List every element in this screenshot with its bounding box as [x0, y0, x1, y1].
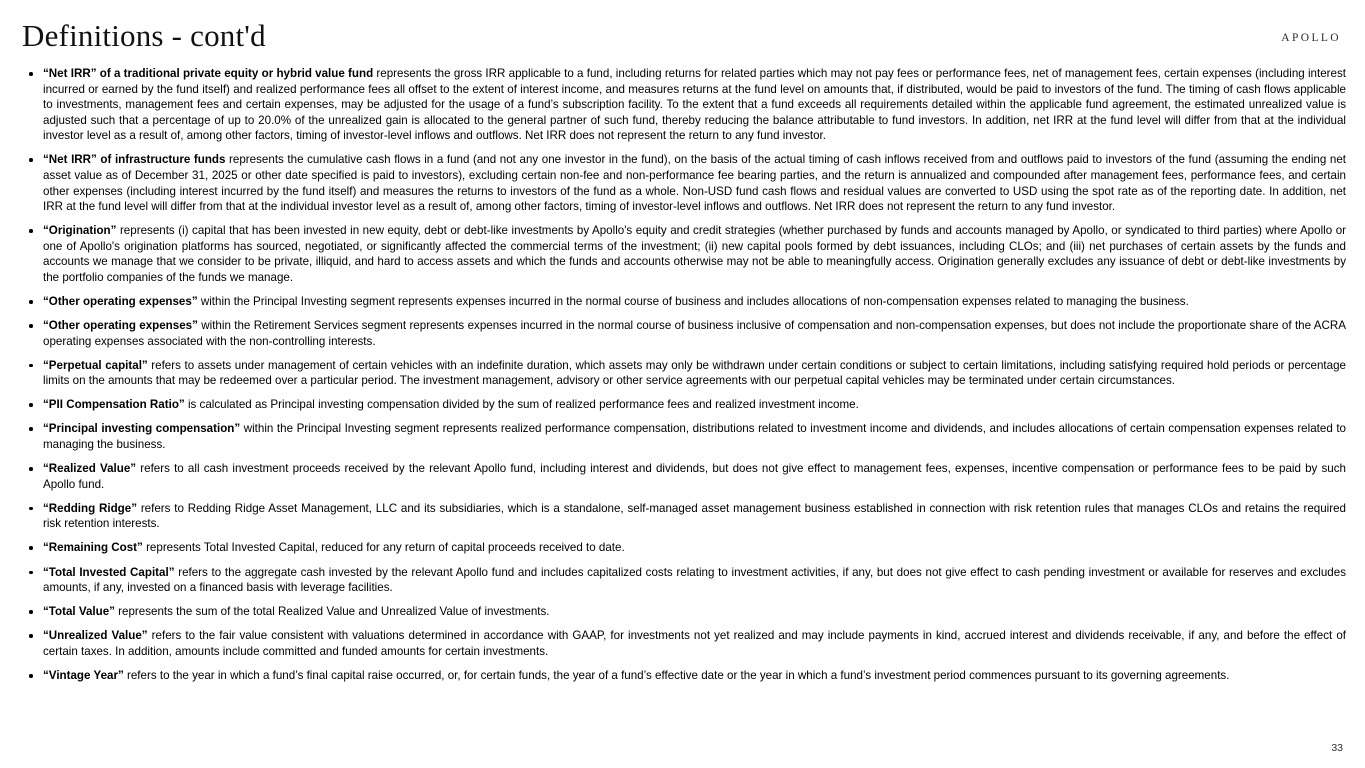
- definition-term: “Net IRR” of infrastructure funds: [43, 153, 226, 167]
- definition-term: “Principal investing compensation”: [43, 422, 241, 436]
- definition-term: “Origination”: [43, 224, 117, 238]
- definition-term: “Redding Ridge”: [43, 501, 137, 515]
- definition-text: refers to assets under management of certain vehicles with an indefinite duration, which assets may only be withdrawn under certain conditions or subject to certain limitations, including satisfying required hold periods or percentage limits on the amounts that may be redeemed over a particular period. The investment management, advisory or other service agreements with our perpetual capital vehicles may be terminated under certain circumstances.: [43, 358, 1346, 388]
- definition-item: [22, 358, 1346, 389]
- definition-term: “Realized Value”: [43, 462, 137, 476]
- definition-term: “Unrealized Value”: [43, 629, 148, 643]
- apollo-logo: APOLLO: [1281, 32, 1341, 44]
- definition-text: represents the sum of the total Realized Value and Unrealized Value of investments.: [114, 605, 550, 619]
- definition-text: represents the gross IRR applicable to a fund, including returns for related parties which may not pay fees or performance fees, net of management fees, certain expenses (including interest incurred or earned by the fund itself) and realized performance fees all offset to the extent of interest income, and measures returns at the fund level on amounts that, if distributed, would be paid to investors of the fund. The timing of cash flows applicable to investments, management fees and certain expenses, may be adjusted for the usage of a fund’s subscription facility. To the extent that a fund exceeds all requirements detailed within the applicable fund agreement, the estimated unrealized value is adjusted such that a percentage of up to 20.0% of the unrealized gain is allocated to the general partner of such fund, thereby reducing the balance attributable to fund investors. In addition, net IRR at the fund level will differ from that at the individual investor level as a result of, among other factors, timing of investor-level inflows and outflows. Net IRR does not represent the return to any fund investor.: [43, 67, 1346, 143]
- definition-text: refers to the aggregate cash invested by the relevant Apollo fund and includes capitalized costs relating to investment activities, if any, but does not give effect to cash pending investment or available for reserves and excludes amounts, if any, invested on a financed basis with leverage facilities.: [43, 565, 1347, 595]
- definition-item: [22, 152, 1346, 214]
- page-title: Definitions - cont'd: [22, 18, 266, 53]
- definition-item: [22, 604, 1346, 620]
- definition-item: [22, 397, 1346, 413]
- definition-text: within the Principal Investing segment represents expenses incurred in the normal course of business and includes allocations of non-compensation expenses related to managing the business.: [197, 295, 1189, 309]
- definition-item: [22, 318, 1346, 349]
- definition-term: “Perpetual capital”: [43, 358, 148, 372]
- definition-term: “Remaining Cost”: [43, 541, 143, 555]
- definition-term: “Total Invested Capital”: [43, 565, 175, 579]
- definition-text: represents Total Invested Capital, reduced for any return of capital proceeds received to date.: [142, 541, 625, 555]
- definition-item: [22, 66, 1346, 144]
- definition-text: within the Retirement Services segment represents expenses incurred in the normal course of business inclusive of compensation and non-compensation expenses, but does not include the proportionate share of the ACRA operating expenses associated with the non-controlling interests.: [43, 319, 1347, 348]
- definition-text: within the Principal Investing segment represents realized performance compensation, distributions related to investment income and dividends, and includes allocations of certain compensation expenses related to managing the business.: [43, 422, 1346, 452]
- definition-text: represents the cumulative cash flows in a fund (and not any one investor in the fund), on the basis of the actual timing of cash inflows received from and outflows paid to investors of the fund (assuming the ending net asset value as of December 31, 2025 or other date specified is paid to investors), excluding certain non-fee and non-performance fee bearing parties, and the return is annualized and compounded after management fees, performance fees, and certain other expenses (including interest incurred by the fund itself) and measures the returns to investors of the fund as a whole. Non-USD fund cash flows and residual values are converted to USD using the spot rate as of the reporting date. In addition, net IRR at the fund level will differ from that at the individual investor level as a result of, among other factors, timing of investor-level inflows and outflows. Net IRR does not represent the return to any fund investor.: [43, 153, 1347, 214]
- definition-term: “Net IRR” of a traditional private equity or hybrid value fund: [43, 67, 374, 80]
- definition-text: represents (i) capital that has been invested in new equity, debt or debt-like investments by Apollo's equity and credit strategies (whether purchased by funds and accounts managed by Apollo, or syndicated to third parties) where Apollo or one of Apollo's origination platforms has sourced, negotiated, or significantly affected the commercial terms of the investment; (ii) new capital pools formed by debt issuances, including CLOs; and (iii) net purchases of certain assets by the funds and accounts we manage that we consider to be private, illiquid, and hard to access assets and which the funds and accounts otherwise may not be able to meaningfully access. Origination generally excludes any issuance of debt or debt-like investments by the portfolio companies of the funds we manage.: [43, 224, 1346, 284]
- definition-item: [22, 540, 1346, 556]
- definitions-list: [22, 66, 1346, 684]
- definition-item: [22, 223, 1346, 285]
- definition-text: refers to the fair value consistent with valuations determined in accordance with GAAP, for investments not yet realized and may include payments in kind, accrued interest and dividends receivable, if any, and before the effect of certain taxes. In addition, amounts include committed and funded amounts for certain investments.: [43, 629, 1346, 658]
- definition-term: “Other operating expenses”: [43, 295, 198, 309]
- definition-item: [22, 501, 1346, 532]
- definition-text: refers to the year in which a fund’s final capital raise occurred, or, for certain funds, the year of a fund’s effective date or the year in which a fund’s investment period commences pursuant to its governing agreements.: [123, 668, 1230, 682]
- definitions-content: [22, 66, 1346, 692]
- definition-item: [22, 461, 1346, 492]
- definition-item: [22, 628, 1346, 659]
- definition-text: is calculated as Principal investing compensation divided by the sum of realized performance fees and realized investment income.: [184, 398, 859, 412]
- definition-text: refers to all cash investment proceeds received by the relevant Apollo fund, including interest and dividends, but does not give effect to management fees, expenses, incentive compensation or performance fees to be paid by such Apollo fund.: [43, 462, 1346, 491]
- definition-item: [22, 421, 1346, 452]
- definition-term: “PII Compensation Ratio”: [43, 398, 185, 412]
- page-number: 33: [1331, 742, 1343, 754]
- definition-item: [22, 668, 1346, 684]
- definition-item: [22, 294, 1346, 310]
- definition-term: “Other operating expenses”: [43, 319, 198, 333]
- definition-term: “Total Value”: [43, 605, 115, 619]
- definition-term: “Vintage Year”: [43, 668, 124, 682]
- definition-item: [22, 565, 1346, 596]
- definition-text: refers to Redding Ridge Asset Management, LLC and its subsidiaries, which is a standalone, self-managed asset management business established in connection with risk retention rules that manages CLOs and retains the required risk retention interests.: [43, 501, 1346, 531]
